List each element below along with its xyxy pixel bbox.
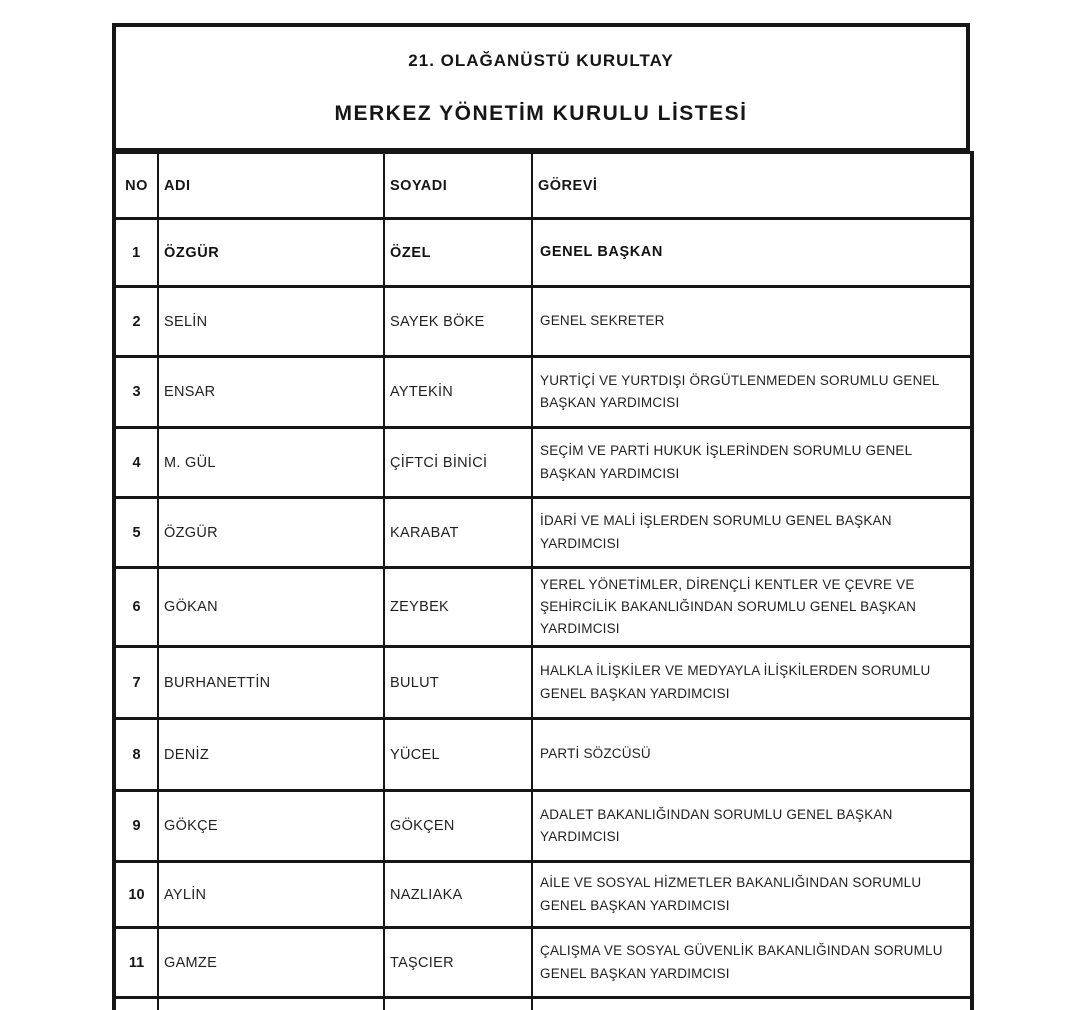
last-name-cell: ZEYBEK: [384, 568, 532, 647]
row-number: 2: [114, 287, 158, 357]
document: [112, 23, 970, 1010]
table-header-row: [114, 153, 972, 219]
row-number: [114, 998, 158, 1010]
last-name-cell: NAZLIAKA: [384, 862, 532, 928]
role-cell: [532, 998, 972, 1010]
first-name-cell: GAMZE: [158, 928, 384, 998]
role-cell: GENEL SEKRETER: [532, 287, 972, 357]
row-number: 8: [114, 719, 158, 791]
table-row: [114, 287, 972, 357]
table-row: [114, 498, 972, 568]
last-name-cell: SAYEK BÖKE: [384, 287, 532, 357]
table-row: [114, 928, 972, 998]
first-name-cell: M. GÜL: [158, 428, 384, 498]
last-name-cell: ÇİFTCİ BİNİCİ: [384, 428, 532, 498]
role-cell: GENEL BAŞKAN: [532, 219, 972, 287]
first-name-cell: GÖKÇE: [158, 791, 384, 862]
role-cell: YURTİÇİ VE YURTDIŞI ÖRGÜTLENMEDEN SORUMLU GENEL BAŞKAN YARDIMCISI: [532, 357, 972, 428]
row-number: 4: [114, 428, 158, 498]
first-name-cell: DENİZ: [158, 719, 384, 791]
first-name-cell: ENSAR: [158, 357, 384, 428]
table-row: [114, 428, 972, 498]
last-name-cell: BULUT: [384, 647, 532, 719]
row-number: 3: [114, 357, 158, 428]
last-name-cell: KARABAT: [384, 498, 532, 568]
column-header-no: NO: [114, 153, 158, 219]
role-cell: AİLE VE SOSYAL HİZMETLER BAKANLIĞINDAN SORUMLU GENEL BAŞKAN YARDIMCISI: [532, 862, 972, 928]
row-number: 1: [114, 219, 158, 287]
last-name-cell: YÜCEL: [384, 719, 532, 791]
role-cell: ÇALIŞMA VE SOSYAL GÜVENLİK BAKANLIĞINDAN SORUMLU GENEL BAŞKAN YARDIMCISI: [532, 928, 972, 998]
first-name-cell: BURHANETTİN: [158, 647, 384, 719]
row-number: 6: [114, 568, 158, 647]
first-name-cell: ÖZGÜR: [158, 498, 384, 568]
last-name-cell: AYTEKİN: [384, 357, 532, 428]
table-row: [114, 568, 972, 647]
board-member-table: [112, 151, 974, 1010]
first-name-cell: ÖZGÜR: [158, 219, 384, 287]
row-number: 5: [114, 498, 158, 568]
congress-title: 21. OLAĞANÜSTÜ KURULTAY: [408, 51, 674, 70]
row-number: 10: [114, 862, 158, 928]
table-row: [114, 357, 972, 428]
last-name-cell: TAŞCIER: [384, 928, 532, 998]
row-number: 11: [114, 928, 158, 998]
table-row: [114, 862, 972, 928]
first-name-cell: SELİN: [158, 287, 384, 357]
list-title: MERKEZ YÖNETİM KURULU LİSTESİ: [334, 102, 748, 125]
last-name-cell: [384, 998, 532, 1010]
last-name-cell: ÖZEL: [384, 219, 532, 287]
first-name-cell: AYLİN: [158, 862, 384, 928]
table-row: [114, 791, 972, 862]
column-header-gorevi: GÖREVİ: [532, 153, 972, 219]
role-cell: ADALET BAKANLIĞINDAN SORUMLU GENEL BAŞKAN YARDIMCISI: [532, 791, 972, 862]
last-name-cell: GÖKÇEN: [384, 791, 532, 862]
column-header-adi: ADI: [158, 153, 384, 219]
role-cell: İDARİ VE MALİ İŞLERDEN SORUMLU GENEL BAŞKAN YARDIMCISI: [532, 498, 972, 568]
table-row: [114, 719, 972, 791]
column-header-soyadi: SOYADI: [384, 153, 532, 219]
row-number: 7: [114, 647, 158, 719]
table-row-partial: [114, 998, 972, 1010]
first-name-cell: [158, 998, 384, 1010]
document-header: [112, 23, 970, 151]
role-cell: SEÇİM VE PARTİ HUKUK İŞLERİNDEN SORUMLU GENEL BAŞKAN YARDIMCISI: [532, 428, 972, 498]
first-name-cell: GÖKAN: [158, 568, 384, 647]
table-row: [114, 219, 972, 287]
role-cell: HALKLA İLİŞKİLER VE MEDYAYLA İLİŞKİLERDEN SORUMLU GENEL BAŞKAN YARDIMCISI: [532, 647, 972, 719]
role-cell: PARTİ SÖZCÜSÜ: [532, 719, 972, 791]
role-cell: YEREL YÖNETİMLER, DİRENÇLİ KENTLER VE ÇEVRE VE ŞEHİRCİLİK BAKANLIĞINDAN SORUMLU GENEL BAŞKAN YARDIMCISI: [532, 568, 972, 647]
table-row: [114, 647, 972, 719]
row-number: 9: [114, 791, 158, 862]
